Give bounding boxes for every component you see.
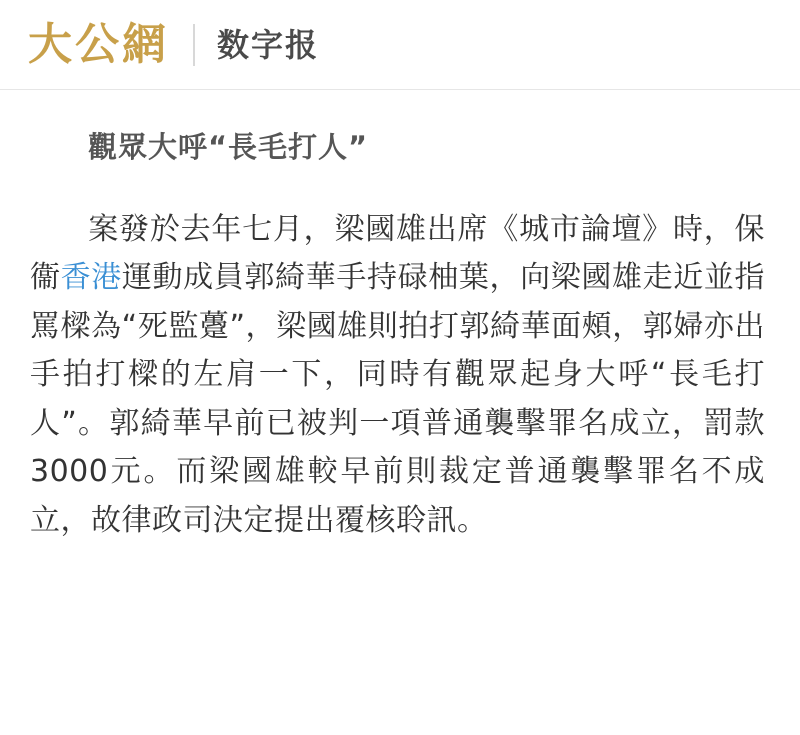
site-logo[interactable]: 大公網 [28, 18, 169, 70]
section-label[interactable]: 数字报 [217, 25, 320, 64]
header-divider [193, 24, 195, 66]
article-bottom-space [30, 546, 770, 586]
article-container [0, 90, 800, 586]
article-subtitle: 觀眾大呼“長毛打人” [88, 130, 369, 164]
article-paragraph [30, 206, 770, 546]
hongkong-link[interactable]: 香港 [60, 260, 122, 296]
site-header [0, 0, 800, 90]
paragraph-text-after-link: 運動成員郭綺華手持碌柚葉，向梁國雄走近並指罵樑為“死監躉”，梁國雄則拍打郭綺華面頰，郭婦亦出手拍打樑的左肩一下，同時有觀眾起身大呼“長毛打人”。郭綺華早前已被判一項普通襲擊罪名成立，罰款3000元。而梁國雄較早前則裁定普通襲擊罪名不成立，故律政司決定提出覆核聆訊。 [30, 260, 766, 539]
paragraph-text-before-link: 案發於去年七月，梁國雄出席《城市論壇》時，保衞 [30, 211, 765, 296]
